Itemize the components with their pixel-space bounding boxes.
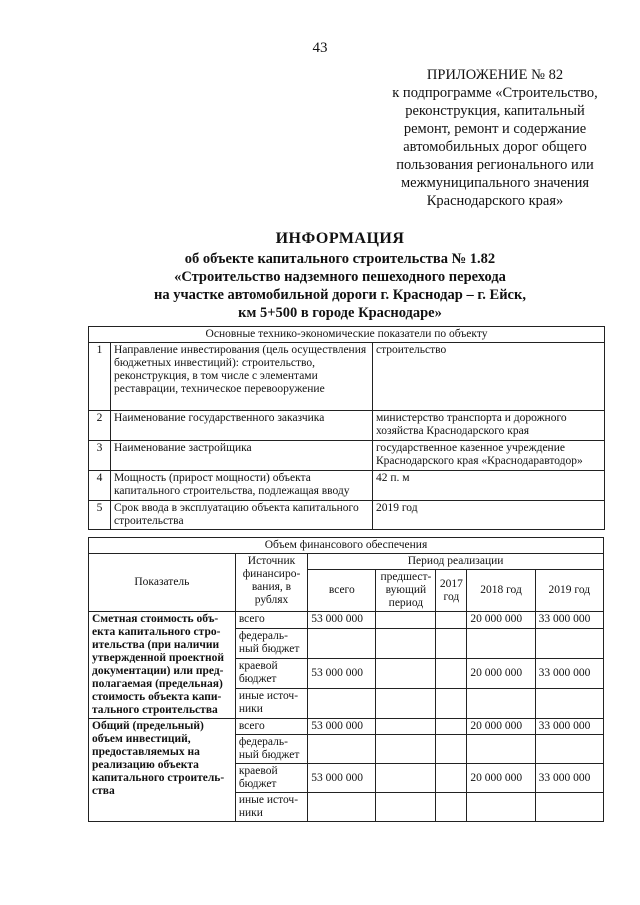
tech-table-header: Основные технико-экономические показатели по объекту	[89, 327, 605, 343]
appendix-block	[380, 66, 610, 210]
y2018-cell: 20 000 000	[467, 612, 535, 629]
y2019-cell	[535, 628, 603, 658]
appendix-line: ремонт, ремонт и содержание	[403, 121, 587, 137]
y2018-cell: 20 000 000	[467, 658, 535, 688]
source-cell: краевой бюджет	[235, 658, 307, 688]
col-total-header: всего	[308, 570, 376, 612]
title-line: об объекте капитального строительства № 1.82	[184, 251, 496, 267]
title-line: км 5+500 в городе Краснодаре»	[238, 305, 442, 321]
table-row	[89, 501, 605, 530]
y2017-cell	[436, 735, 467, 764]
y2019-cell: 33 000 000	[535, 658, 603, 688]
row-label: Наименование государственного заказчика	[111, 411, 373, 441]
y2019-cell	[535, 688, 603, 718]
row-label: Направление инвестирования (цель осуществления бюджетных инвестиций): строительство, реконструкция, в том числе с элементами реставрации, техническое перевооружение	[111, 343, 373, 411]
page-number: 43	[312, 40, 328, 56]
total-cell: 53 000 000	[308, 719, 376, 735]
previous-cell	[376, 688, 436, 718]
y2018-cell	[467, 628, 535, 658]
appendix-line: реконструкция, капитальный	[405, 103, 585, 119]
row-value: министерство транспорта и дорожного хозяйства Краснодарского края	[373, 411, 605, 441]
col-2019-header: 2019 год	[535, 570, 603, 612]
col-period-header: Период реализации	[308, 554, 604, 570]
previous-cell	[376, 735, 436, 764]
financing-table	[88, 537, 604, 822]
y2017-cell	[436, 688, 467, 718]
y2019-cell	[535, 735, 603, 764]
y2019-cell	[535, 793, 603, 822]
previous-cell	[376, 793, 436, 822]
y2019-cell: 33 000 000	[535, 764, 603, 793]
table-row	[89, 411, 605, 441]
previous-cell	[376, 658, 436, 688]
table-row	[89, 441, 605, 471]
y2017-cell	[436, 719, 467, 735]
previous-cell	[376, 612, 436, 629]
total-cell	[308, 735, 376, 764]
y2018-cell	[467, 735, 535, 764]
appendix-line: пользования регионального или	[396, 157, 594, 173]
total-cell	[308, 793, 376, 822]
row-number: 1	[89, 343, 111, 411]
tech-economic-table	[88, 326, 605, 530]
y2018-cell	[467, 793, 535, 822]
row-label: Мощность (прирост мощности) объекта капитального строительства, подлежащая вводу	[111, 471, 373, 501]
col-indicator-header: Показатель	[89, 554, 236, 612]
source-cell: иные источ-ники	[235, 688, 307, 718]
source-cell: федераль-ный бюджет	[235, 735, 307, 764]
y2017-cell	[436, 628, 467, 658]
title-line: «Строительство надземного пешеходного перехода	[174, 269, 506, 285]
total-cell: 53 000 000	[308, 612, 376, 629]
source-cell: всего	[235, 719, 307, 735]
previous-cell	[376, 628, 436, 658]
table-row	[89, 343, 605, 411]
row-label: Срок ввода в эксплуатацию объекта капитального строительства	[111, 501, 373, 530]
document-title	[60, 230, 620, 322]
row-value: строительство	[373, 343, 605, 411]
row-label: Наименование застройщика	[111, 441, 373, 471]
source-cell: всего	[235, 612, 307, 629]
table-row	[89, 471, 605, 501]
fin-table-header: Объем финансового обеспечения	[89, 538, 604, 554]
row-number: 4	[89, 471, 111, 501]
row-number: 5	[89, 501, 111, 530]
indicator-cell: Сметная стоимость объ-екта капитального стро-ительства (при наличии утвержденной проектной документации) или пред-полагаемая (предельная) стоимость объекта капи-тального строительства	[89, 612, 236, 719]
y2017-cell	[436, 658, 467, 688]
total-cell: 53 000 000	[308, 764, 376, 793]
row-value: 42 п. м	[373, 471, 605, 501]
col-2018-header: 2018 год	[467, 570, 535, 612]
col-2017-header: 2017 год	[436, 570, 467, 612]
y2017-cell	[436, 764, 467, 793]
appendix-line: Краснодарского края»	[426, 193, 564, 209]
y2018-cell	[467, 688, 535, 718]
main-title: ИНФОРМАЦИЯ	[275, 230, 405, 247]
source-cell: иные источ-ники	[235, 793, 307, 822]
y2019-cell: 33 000 000	[535, 612, 603, 629]
appendix-line: межмуниципального значения	[401, 175, 589, 191]
appendix-line: автомобильных дорог общего	[403, 139, 587, 155]
indicator-cell: Общий (предельный) объем инвестиций, предоставляемых на реализацию объекта капитального строитель-ства	[89, 719, 236, 822]
y2017-cell	[436, 793, 467, 822]
row-number: 2	[89, 411, 111, 441]
title-line: на участке автомобильной дороги г. Краснодар – г. Ейск,	[154, 287, 526, 303]
appendix-title: ПРИЛОЖЕНИЕ № 82	[426, 67, 564, 83]
col-source-header: Источник финансиро-вания, в рублях	[235, 554, 307, 612]
y2019-cell: 33 000 000	[535, 719, 603, 735]
previous-cell	[376, 764, 436, 793]
row-value: государственное казенное учреждение Краснодарского края «Краснодаравтодор»	[373, 441, 605, 471]
y2018-cell: 20 000 000	[467, 764, 535, 793]
y2017-cell	[436, 612, 467, 629]
appendix-line: к подпрограмме «Строительство,	[392, 85, 598, 101]
table-row	[89, 612, 604, 629]
row-value: 2019 год	[373, 501, 605, 530]
total-cell	[308, 688, 376, 718]
table-row	[89, 719, 604, 735]
previous-cell	[376, 719, 436, 735]
col-previous-header: предшест-вующий период	[376, 570, 436, 612]
source-cell: краевой бюджет	[235, 764, 307, 793]
total-cell	[308, 628, 376, 658]
y2018-cell: 20 000 000	[467, 719, 535, 735]
total-cell: 53 000 000	[308, 658, 376, 688]
source-cell: федераль-ный бюджет	[235, 628, 307, 658]
row-number: 3	[89, 441, 111, 471]
